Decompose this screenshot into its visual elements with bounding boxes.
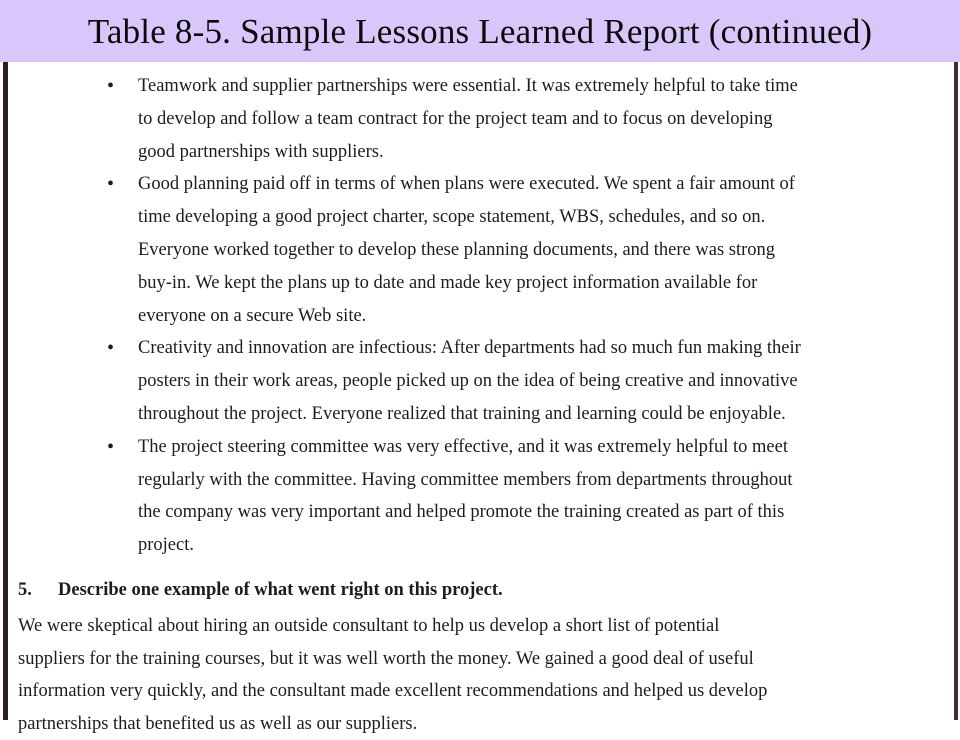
left-border-line [3,62,8,720]
section-number: 5. [18,574,58,606]
slide-title: Table 8-5. Sample Lessons Learned Report (continued) [88,12,873,52]
bullet-text [138,332,944,430]
bullet-point-icon: • [107,431,121,464]
document-excerpt [0,62,960,720]
text-line: Teamwork and supplier partnerships were essential. It was extremely helpful to take time [138,70,944,103]
section-body [18,610,767,740]
bullet-point-icon: • [107,70,121,103]
text-line: good partnerships with suppliers. [138,136,944,169]
text-line: The project steering committee was very effective, and it was extremely helpful to meet [138,431,944,464]
bullet-point-icon: • [107,168,121,201]
text-line: to develop and follow a team contract for the project team and to focus on developing [138,103,944,136]
text-line: regularly with the committee. Having committee members from departments throughout [138,464,944,497]
text-line: project. [138,529,944,562]
text-line: everyone on a secure Web site. [138,300,944,333]
section-heading [18,574,503,606]
text-line: Creativity and innovation are infectious: After departments had so much fun making their [138,332,944,365]
bullet-text [138,431,944,562]
bullet-point-icon: • [107,332,121,365]
text-line: suppliers for the training courses, but it was well worth the money. We gained a good deal of useful [18,643,767,676]
text-line: posters in their work areas, people picked up on the idea of being creative and innovative [138,365,944,398]
text-line: buy-in. We kept the plans up to date and made key project information available for [138,267,944,300]
text-line: throughout the project. Everyone realized that training and learning could be enjoyable. [138,398,944,431]
text-line: the company was very important and helped promote the training created as part of this [138,496,944,529]
text-line: Good planning paid off in terms of when plans were executed. We spent a fair amount of [138,168,944,201]
text-line: time developing a good project charter, scope statement, WBS, schedules, and so on. [138,201,944,234]
bullet-text [138,168,944,332]
text-line: Everyone worked together to develop these planning documents, and there was strong [138,234,944,267]
text-line: partnerships that benefited us as well as our suppliers. [18,708,767,740]
bullet-text [138,70,944,168]
right-border-line [954,62,958,720]
title-bar [0,0,960,62]
text-line: information very quickly, and the consultant made excellent recommendations and helped us develop [18,675,767,708]
text-line: We were skeptical about hiring an outside consultant to help us develop a short list of potential [18,610,767,643]
section-heading-text: Describe one example of what went right on this project. [58,580,503,600]
